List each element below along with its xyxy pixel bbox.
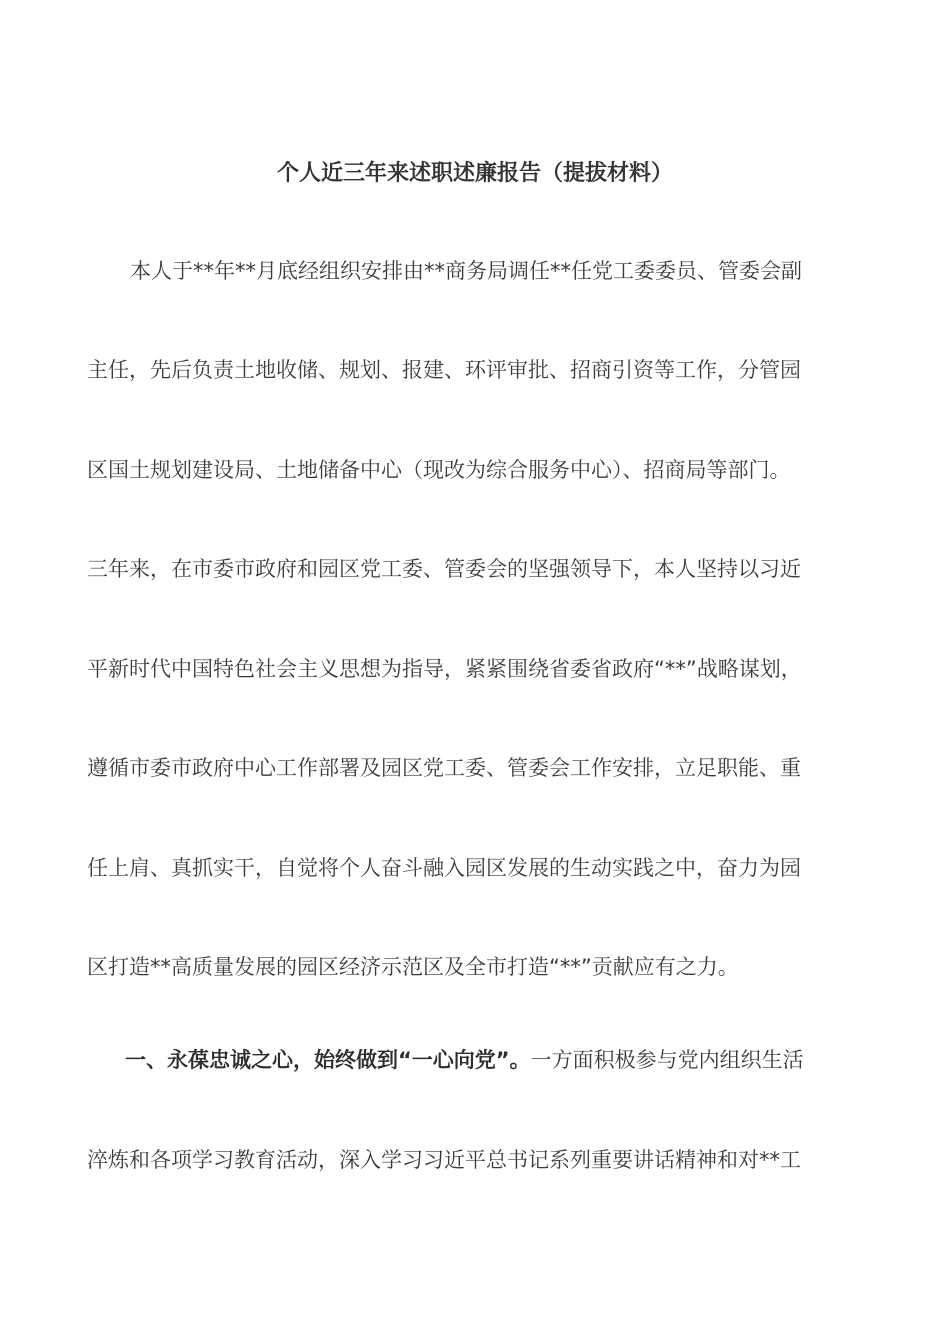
paragraph-line: 平新时代中国特色社会主义思想为指导，紧紧围绕省委省政府“**”战略谋划， <box>87 657 802 681</box>
paragraph-line: 任上肩、真抓实干，自觉将个人奋斗融入园区发展的生动实践之中，奋力为园 <box>87 856 801 880</box>
paragraph-line: 三年来，在市委市政府和园区党工委、管委会的坚强领导下，本人坚持以习近 <box>87 557 801 581</box>
section-text: 一方面积极参与党内组织生活 <box>530 1048 804 1072</box>
paragraph-line: 淬炼和各项学习教育活动，深入学习习近平总书记系列重要讲话精神和对**工 <box>87 1148 801 1172</box>
paragraph-line: 本人于**年**月底经组织安排由**商务局调任**任党工委委员、管委会副 <box>130 259 802 283</box>
section-first-line <box>125 1045 804 1075</box>
paragraph-line: 遵循市委市政府中心工作部署及园区党工委、管委会工作安排，立足职能、重 <box>87 756 801 780</box>
paragraph-line: 区国土规划建设局、土地储备中心（现改为综合服务中心）、招商局等部门。 <box>87 458 791 482</box>
document-title: 个人近三年来述职述廉报告（提拔材料） <box>276 161 673 186</box>
section-heading: 一、永葆忠诚之心，始终做到“一心向党”。 <box>125 1048 531 1072</box>
paragraph-line: 主任，先后负责土地收储、规划、报建、环评审批、招商引资等工作，分管园 <box>87 358 801 382</box>
paragraph-line: 区打造**高质量发展的园区经济示范区及全市打造“**”贡献应有之力。 <box>87 955 739 979</box>
